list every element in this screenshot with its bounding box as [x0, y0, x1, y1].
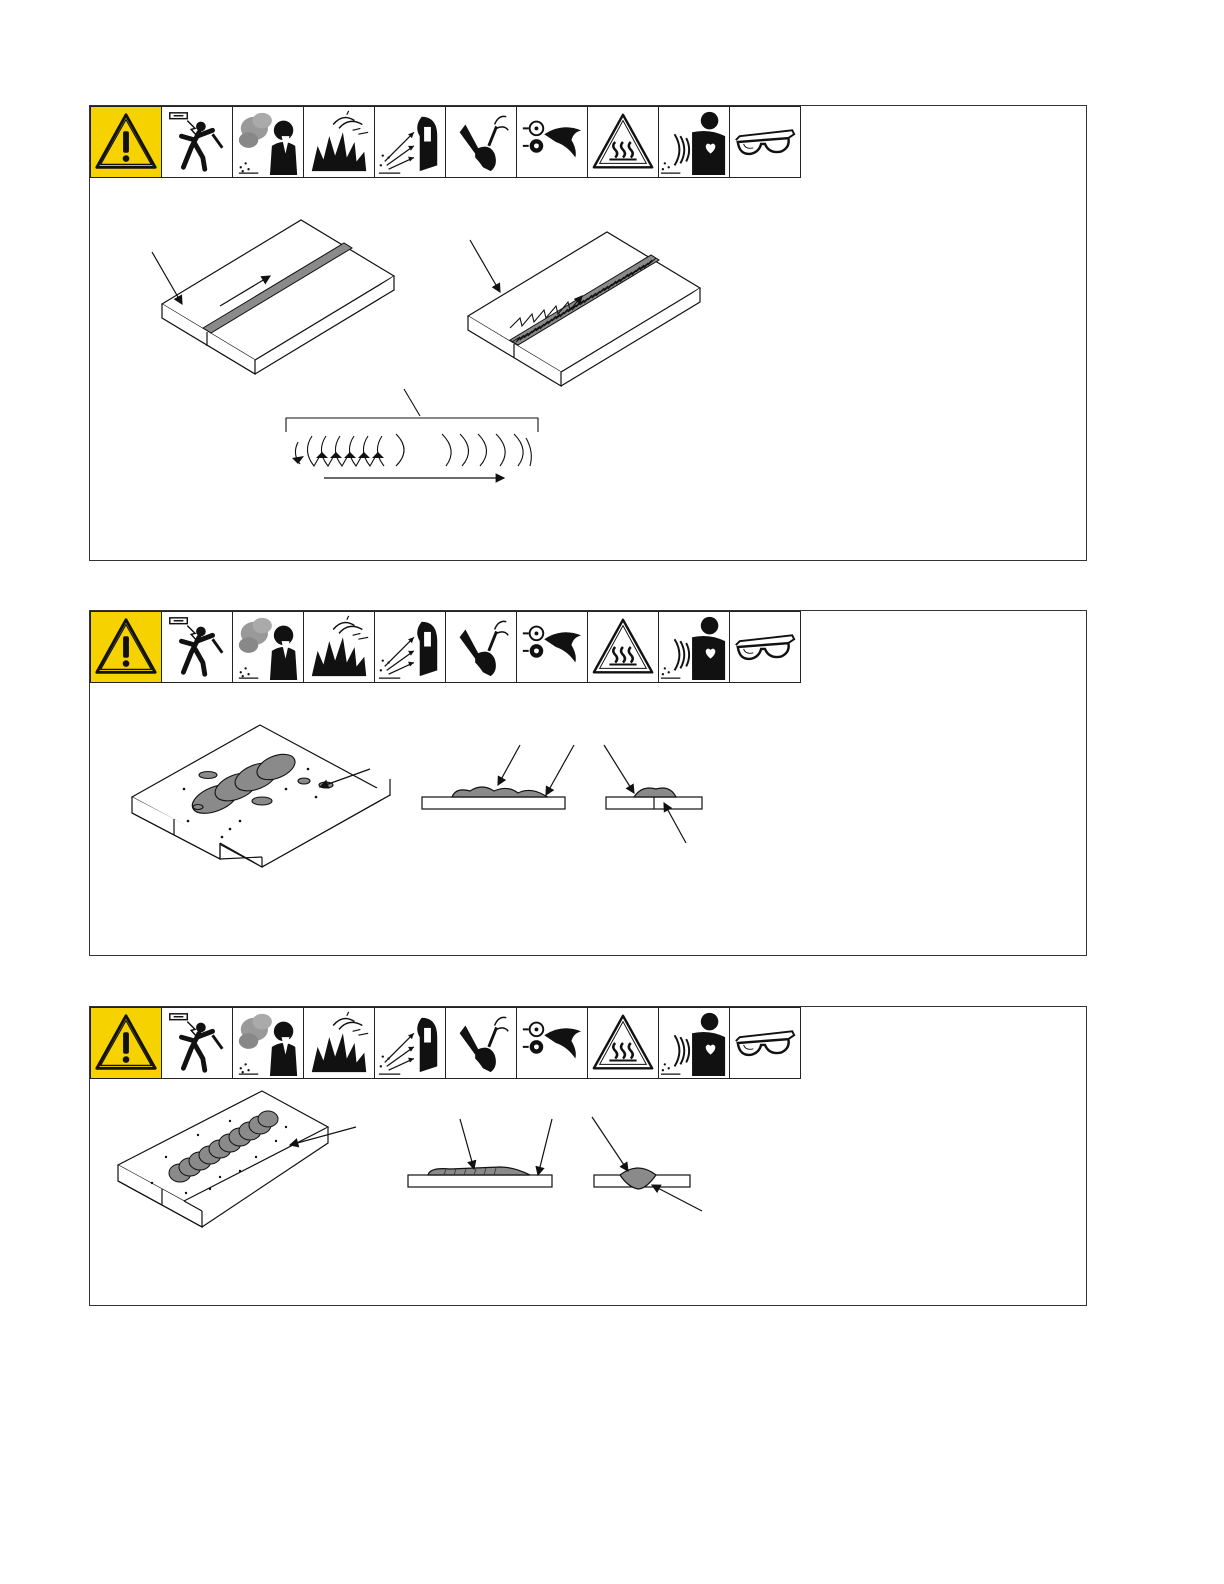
poor-weld-plate: [132, 725, 390, 867]
good-weld-diagram: [90, 1007, 1085, 1303]
leader-line: [498, 745, 520, 785]
poor-weld-cross-section: [606, 788, 702, 809]
poor-weld-panel: [89, 610, 1087, 956]
leader-line: [604, 745, 634, 793]
stringer-bead-plate: [162, 220, 394, 374]
weave-bead-plate: [468, 232, 700, 386]
leader-line: [546, 745, 574, 795]
weave-diagram: [90, 106, 1085, 558]
weave-pattern-panel: [89, 105, 1087, 561]
leader-line: [152, 252, 182, 304]
good-weld-side-view: [408, 1167, 552, 1187]
leader-line: [538, 1119, 552, 1175]
poor-weld-diagram: [90, 611, 1085, 953]
good-weld-cross-section: [594, 1168, 690, 1189]
leader-line: [460, 1119, 474, 1169]
good-weld-panel: [89, 1006, 1087, 1306]
poor-weld-side-view: [422, 787, 565, 809]
leader-line: [592, 1117, 628, 1171]
leader-line: [652, 1185, 702, 1211]
good-weld-plate: [118, 1091, 328, 1227]
leader-line: [470, 240, 500, 292]
